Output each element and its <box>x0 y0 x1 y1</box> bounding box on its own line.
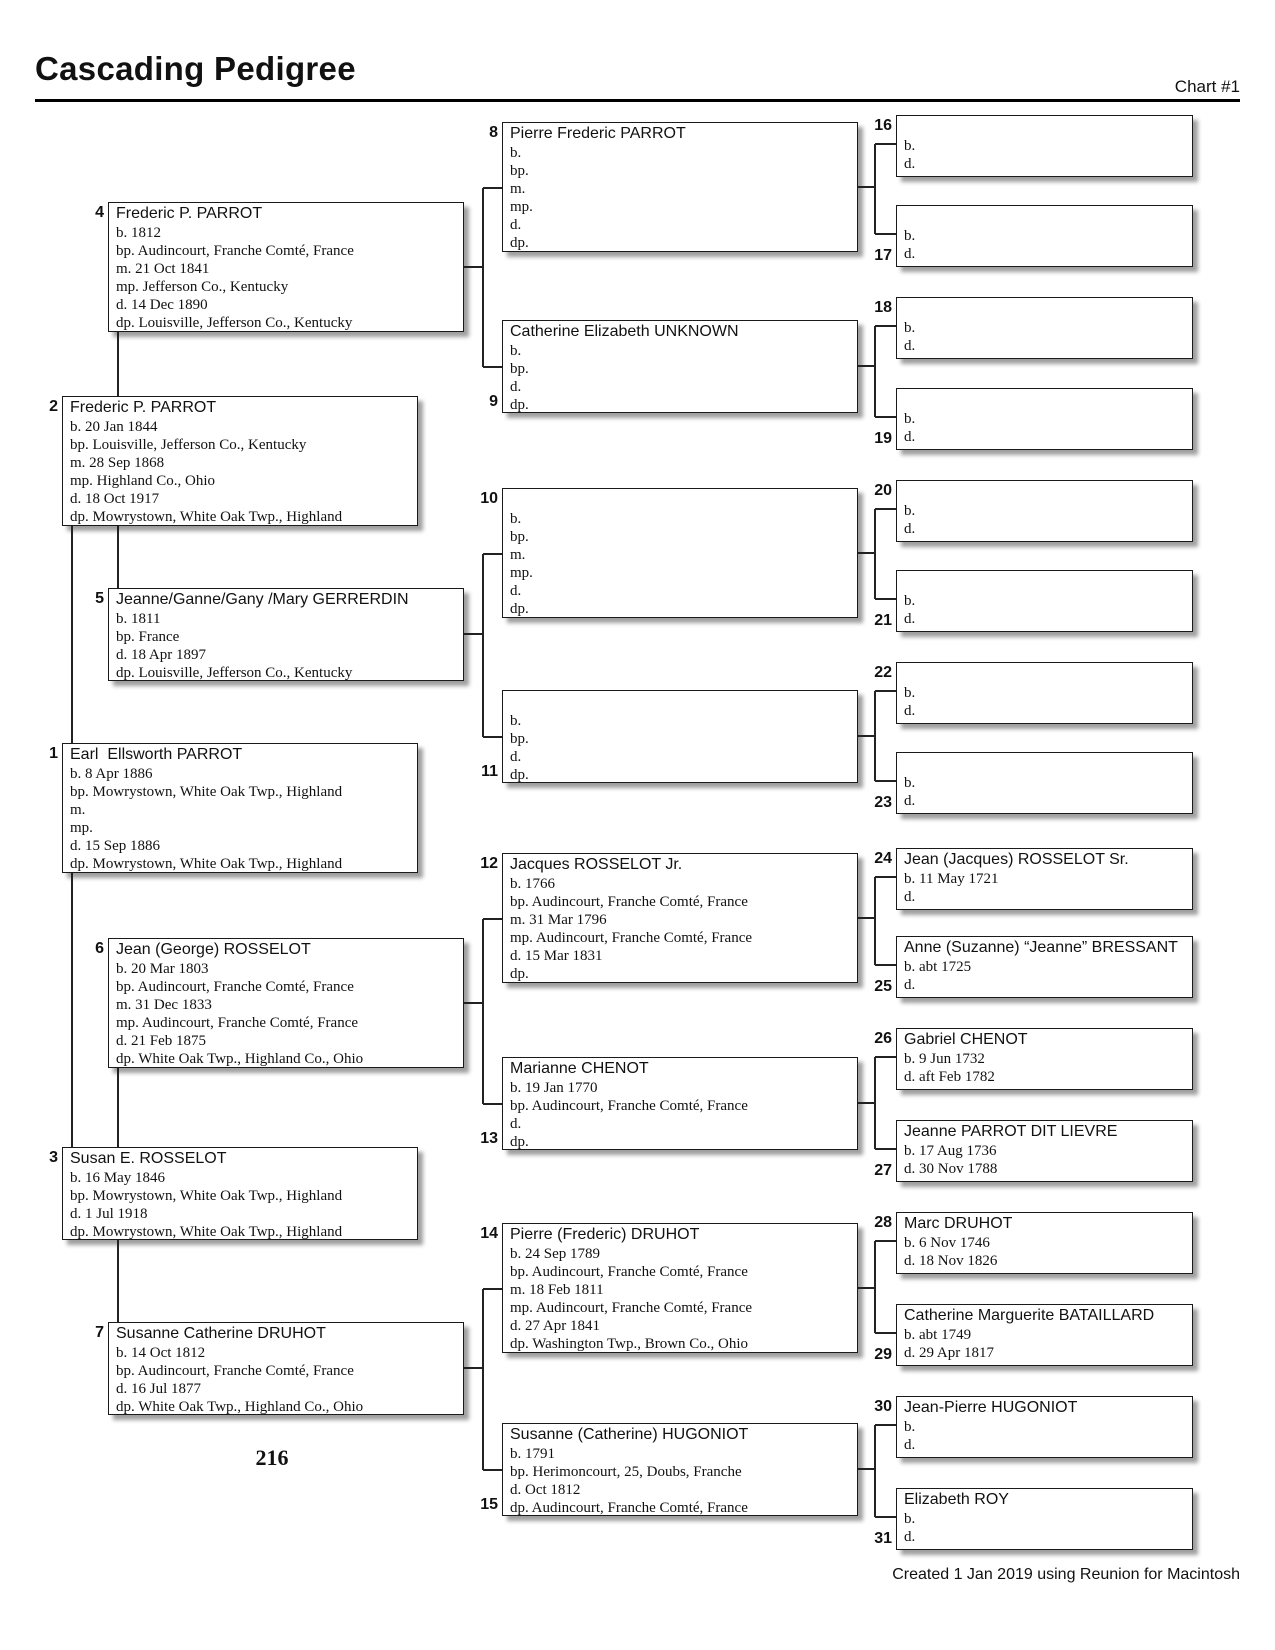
person-box-17 <box>896 205 1193 267</box>
person-detail-line: d. <box>904 889 916 905</box>
person-box-2 <box>62 396 418 526</box>
person-number-5: 5 <box>95 590 104 607</box>
person-box-29 <box>896 1304 1193 1366</box>
person-number-26: 26 <box>874 1030 892 1047</box>
person-detail-line: d. 27 Apr 1841 <box>510 1318 600 1334</box>
person-detail-line: dp. Louisville, Jefferson Co., Kentucky <box>116 315 353 331</box>
person-box-25 <box>896 936 1193 998</box>
person-detail-line: b. <box>904 138 916 154</box>
person-name: Jean-Pierre HUGONIOT <box>904 1399 1078 1416</box>
person-detail-line: dp. <box>510 601 529 617</box>
connector-line <box>858 365 875 367</box>
person-name: Frederic P. PARROT <box>116 205 263 222</box>
person-name: Marianne CHENOT <box>510 1060 649 1077</box>
person-detail-line: d. <box>904 1437 916 1453</box>
connector-line <box>483 918 502 920</box>
person-name: Frederic P. PARROT <box>70 399 217 416</box>
person-name: Gabriel CHENOT <box>904 1031 1028 1048</box>
person-box-27 <box>896 1120 1193 1182</box>
person-number-13: 13 <box>480 1130 498 1147</box>
person-detail-line: bp. France <box>116 629 180 645</box>
connector-line <box>875 876 896 878</box>
person-number-27: 27 <box>874 1162 892 1179</box>
person-detail-line: mp. Audincourt, Franche Comté, France <box>510 930 753 946</box>
person-box-12 <box>502 853 858 983</box>
person-box-20 <box>896 480 1193 542</box>
connector-line <box>483 1103 502 1105</box>
person-name <box>503 692 857 712</box>
person-detail-line: m. <box>510 181 526 197</box>
person-box-10 <box>502 488 858 618</box>
person-box-3 <box>62 1147 418 1240</box>
person-detail-line: d. <box>904 703 916 719</box>
connector-line <box>71 526 73 743</box>
person-detail-line: d. 16 Jul 1877 <box>116 1381 202 1397</box>
person-detail-line: b. 24 Sep 1789 <box>510 1246 600 1262</box>
person-detail-line: d. 21 Feb 1875 <box>116 1033 206 1049</box>
person-detail-line: b. <box>904 503 916 519</box>
person-name <box>897 207 1192 227</box>
person-name <box>897 754 1192 774</box>
person-number-6: 6 <box>95 940 104 957</box>
person-number-9: 9 <box>489 393 498 410</box>
connector-line <box>875 1240 896 1242</box>
person-detail-line: bp. Louisville, Jefferson Co., Kentucky <box>70 437 307 453</box>
person-detail-line: d. <box>904 338 916 354</box>
person-number-30: 30 <box>874 1398 892 1415</box>
person-detail-line: mp. Jefferson Co., Kentucky <box>116 279 289 295</box>
person-detail-line: bp. Audincourt, Franche Comté, France <box>510 1264 748 1280</box>
person-box-21 <box>896 570 1193 632</box>
person-detail-line: bp. Audincourt, Franche Comté, France <box>510 894 748 910</box>
person-box-9 <box>502 320 858 413</box>
person-name: Jeanne/Ganne/Gany /Mary GERRERDIN <box>116 591 409 608</box>
person-number-23: 23 <box>874 794 892 811</box>
person-detail-line: b. <box>904 593 916 609</box>
person-box-18 <box>896 297 1193 359</box>
connector-line <box>483 553 502 555</box>
person-number-16: 16 <box>874 117 892 134</box>
connector-line <box>874 326 876 417</box>
person-name <box>897 482 1192 502</box>
person-number-3: 3 <box>49 1149 58 1166</box>
person-detail-line: d. <box>510 379 522 395</box>
person-name: Jeanne PARROT DIT LIEVRE <box>904 1123 1118 1140</box>
person-number-8: 8 <box>489 124 498 141</box>
page-title: Cascading Pedigree <box>35 50 356 87</box>
person-detail-line: b. 1766 <box>510 876 555 892</box>
person-name <box>897 117 1192 137</box>
person-box-19 <box>896 388 1193 450</box>
connector-line <box>482 919 484 1104</box>
person-detail-line: b. 1791 <box>510 1446 555 1462</box>
person-number-4: 4 <box>95 204 104 221</box>
person-name: Anne (Suzanne) “Jeanne” BRESSANT <box>904 939 1178 956</box>
person-detail-line: m. 18 Feb 1811 <box>510 1282 604 1298</box>
connector-line <box>875 416 896 418</box>
connector-line <box>858 186 875 188</box>
connector-line <box>464 1002 483 1004</box>
person-detail-line: b. 1811 <box>116 611 161 627</box>
person-detail-line: bp. Mowrystown, White Oak Twp., Highland <box>70 784 343 800</box>
person-detail-line: m. <box>70 802 86 818</box>
person-number-1: 1 <box>49 745 58 762</box>
person-detail-line: mp. Audincourt, Franche Comté, France <box>510 1300 753 1316</box>
person-name: Marc DRUHOT <box>904 1215 1013 1232</box>
person-box-31 <box>896 1488 1193 1550</box>
person-detail-line: d. 14 Dec 1890 <box>116 297 208 313</box>
person-name: Pierre Frederic PARROT <box>510 125 686 142</box>
connector-line <box>483 1469 502 1471</box>
connector-line <box>483 1288 502 1290</box>
person-number-21: 21 <box>874 612 892 629</box>
person-detail-line: b. 19 Jan 1770 <box>510 1080 598 1096</box>
person-name <box>897 572 1192 592</box>
connector-line <box>482 554 484 737</box>
footer-credit: Created 1 Jan 2019 using Reunion for Macintosh <box>892 1566 1240 1583</box>
person-detail-line: dp. Audincourt, Franche Comté, France <box>510 1500 748 1516</box>
person-detail-line: d. <box>904 429 916 445</box>
person-detail-line: m. 28 Sep 1868 <box>70 455 165 471</box>
person-detail-line: dp. Washington Twp., Brown Co., Ohio <box>510 1336 749 1352</box>
person-number-31: 31 <box>874 1530 892 1547</box>
person-name: Jean (George) ROSSELOT <box>116 941 311 958</box>
person-box-13 <box>502 1057 858 1150</box>
person-number-15: 15 <box>480 1496 498 1513</box>
connector-line <box>117 1068 119 1147</box>
person-detail-line: bp. <box>510 731 529 747</box>
connector-line <box>875 598 896 600</box>
person-number-2: 2 <box>49 398 58 415</box>
person-detail-line: d. <box>510 217 522 233</box>
person-detail-line: d. 15 Mar 1831 <box>510 948 603 964</box>
person-number-19: 19 <box>874 430 892 447</box>
person-detail-line: b. 11 May 1721 <box>904 871 999 887</box>
person-detail-line: b. <box>510 145 522 161</box>
chart-number-label: Chart #1 <box>1174 77 1240 96</box>
person-detail-line: d. <box>904 521 916 537</box>
person-name: Elizabeth ROY <box>904 1491 1009 1508</box>
person-detail-line: mp. Audincourt, Franche Comté, France <box>116 1015 359 1031</box>
title-rule <box>35 99 1240 102</box>
person-detail-line: b. <box>904 685 916 701</box>
person-detail-line: mp. <box>70 820 93 836</box>
connector-line <box>858 1102 875 1104</box>
connector-line <box>483 366 502 368</box>
person-detail-line: d. aft Feb 1782 <box>904 1069 995 1085</box>
connector-line <box>875 143 896 145</box>
person-number-25: 25 <box>874 978 892 995</box>
person-number-10: 10 <box>480 490 498 507</box>
person-detail-line: b. <box>904 1419 916 1435</box>
person-detail-line: b. <box>510 713 522 729</box>
person-detail-line: d. <box>510 1116 522 1132</box>
person-detail-line: bp. <box>510 163 529 179</box>
person-detail-line: dp. White Oak Twp., Highland Co., Ohio <box>116 1399 364 1415</box>
person-detail-line: b. <box>904 320 916 336</box>
person-number-20: 20 <box>874 482 892 499</box>
person-box-1 <box>62 743 418 873</box>
person-detail-line: b. <box>904 1511 916 1527</box>
person-detail-line: dp. <box>510 1134 529 1150</box>
person-detail-line: b. 20 Mar 1803 <box>116 961 209 977</box>
person-box-23 <box>896 752 1193 814</box>
person-detail-line: b. <box>904 411 916 427</box>
connector-line <box>483 187 502 189</box>
person-detail-line: d. 30 Nov 1788 <box>904 1161 998 1177</box>
person-detail-line: d. 18 Nov 1826 <box>904 1253 998 1269</box>
person-box-15 <box>502 1423 858 1516</box>
person-detail-line: dp. <box>510 767 529 783</box>
person-name: Susanne (Catherine) HUGONIOT <box>510 1426 749 1443</box>
connector-line <box>858 735 875 737</box>
person-number-24: 24 <box>874 850 892 867</box>
person-detail-line: d. <box>904 1529 916 1545</box>
connector-line <box>874 144 876 234</box>
person-detail-line: mp. <box>510 199 533 215</box>
person-number-22: 22 <box>874 664 892 681</box>
person-box-28 <box>896 1212 1193 1274</box>
person-box-7 <box>108 1322 464 1415</box>
connector-line <box>858 1468 875 1470</box>
connector-line <box>71 873 73 1147</box>
person-detail-line: d. 18 Apr 1897 <box>116 647 206 663</box>
person-box-16 <box>896 115 1193 177</box>
person-detail-line: dp. White Oak Twp., Highland Co., Ohio <box>116 1051 364 1067</box>
connector-line <box>875 325 896 327</box>
connector-line <box>875 1516 896 1518</box>
person-name: Pierre (Frederic) DRUHOT <box>510 1226 700 1243</box>
person-detail-line: bp. Herimoncourt, 25, Doubs, Franche <box>510 1464 742 1480</box>
person-detail-line: bp. Audincourt, Franche Comté, France <box>116 1363 354 1379</box>
person-detail-line: dp. <box>510 397 529 413</box>
person-box-26 <box>896 1028 1193 1090</box>
connector-line <box>482 188 484 367</box>
person-name: Earl Ellsworth PARROT <box>70 746 243 763</box>
connector-line <box>117 1240 119 1322</box>
connector-line <box>858 552 875 554</box>
person-name: Jacques ROSSELOT Jr. <box>510 856 683 873</box>
person-name: Catherine Elizabeth UNKNOWN <box>510 323 739 340</box>
person-number-29: 29 <box>874 1346 892 1363</box>
person-detail-line: dp. Mowrystown, White Oak Twp., Highland <box>70 1224 343 1240</box>
person-detail-line: bp. Mowrystown, White Oak Twp., Highland <box>70 1188 343 1204</box>
person-detail-line: d. 18 Oct 1917 <box>70 491 160 507</box>
person-box-4 <box>108 202 464 332</box>
person-detail-line: mp. <box>510 565 533 581</box>
person-detail-line: d. 15 Sep 1886 <box>70 838 160 854</box>
person-detail-line: bp. Audincourt, Franche Comté, France <box>510 1098 748 1114</box>
connector-line <box>483 736 502 738</box>
connector-line <box>875 780 896 782</box>
person-detail-line: bp. <box>510 361 529 377</box>
person-detail-line: d. Oct 1812 <box>510 1482 581 1498</box>
person-box-8 <box>502 122 858 252</box>
person-detail-line: b. <box>510 511 522 527</box>
connector-line <box>875 1148 896 1150</box>
person-detail-line: m. 31 Dec 1833 <box>116 997 212 1013</box>
connector-line <box>117 526 119 588</box>
connector-line <box>875 1056 896 1058</box>
connector-line <box>874 877 876 965</box>
connector-line <box>874 1057 876 1149</box>
connector-line <box>874 1425 876 1517</box>
person-number-17: 17 <box>874 247 892 264</box>
person-detail-line: b. abt 1725 <box>904 959 972 975</box>
person-detail-line: dp. <box>510 235 529 251</box>
person-name: Catherine Marguerite BATAILLARD <box>904 1307 1155 1324</box>
person-name <box>503 490 857 510</box>
person-number-7: 7 <box>95 1324 104 1341</box>
person-detail-line: b. <box>904 228 916 244</box>
person-box-24 <box>896 848 1193 910</box>
connector-line <box>875 964 896 966</box>
connector-line <box>875 508 896 510</box>
person-detail-line: b. 16 May 1846 <box>70 1170 165 1186</box>
person-detail-line: b. <box>510 343 522 359</box>
person-box-22 <box>896 662 1193 724</box>
person-detail-line: b. <box>904 775 916 791</box>
person-detail-line: d. 1 Jul 1918 <box>70 1206 148 1222</box>
person-detail-line: d. <box>510 749 522 765</box>
person-detail-line: b. 20 Jan 1844 <box>70 419 158 435</box>
person-detail-line: d. <box>510 583 522 599</box>
person-name <box>897 299 1192 319</box>
person-detail-line: bp. <box>510 529 529 545</box>
person-number-18: 18 <box>874 299 892 316</box>
person-detail-line: d. 29 Apr 1817 <box>904 1345 994 1361</box>
person-name: Susanne Catherine DRUHOT <box>116 1325 326 1342</box>
person-detail-line: dp. Mowrystown, White Oak Twp., Highland <box>70 856 343 872</box>
connector-line <box>464 1367 483 1369</box>
person-detail-line: bp. Audincourt, Franche Comté, France <box>116 243 354 259</box>
connector-line <box>117 332 119 396</box>
person-number-28: 28 <box>874 1214 892 1231</box>
person-box-11 <box>502 690 858 783</box>
person-detail-line: d. <box>904 246 916 262</box>
person-detail-line: mp. Highland Co., Ohio <box>70 473 215 489</box>
person-detail-line: d. <box>904 977 916 993</box>
connector-line <box>875 1332 896 1334</box>
person-number-11: 11 <box>481 763 498 780</box>
connector-line <box>464 633 483 635</box>
person-name <box>897 390 1192 410</box>
person-detail-line: b. 9 Jun 1732 <box>904 1051 985 1067</box>
person-detail-line: b. 17 Aug 1736 <box>904 1143 997 1159</box>
connector-line <box>874 691 876 781</box>
person-box-14 <box>502 1223 858 1353</box>
person-box-6 <box>108 938 464 1068</box>
page-number: 216 <box>255 1445 289 1470</box>
person-name: Susan E. ROSSELOT <box>70 1150 227 1167</box>
connector-line <box>464 266 483 268</box>
person-detail-line: d. <box>904 793 916 809</box>
person-box-5 <box>108 588 464 681</box>
person-detail-line: m. 31 Mar 1796 <box>510 912 607 928</box>
person-detail-line: dp. Mowrystown, White Oak Twp., Highland <box>70 509 343 525</box>
connector-line <box>482 1289 484 1470</box>
connector-line <box>874 509 876 599</box>
person-box-30 <box>896 1396 1193 1458</box>
connector-line <box>875 1424 896 1426</box>
person-detail-line: dp. <box>510 966 529 982</box>
connector-line <box>858 1287 875 1289</box>
connector-line <box>875 233 896 235</box>
person-number-12: 12 <box>480 855 498 872</box>
person-detail-line: b. 1812 <box>116 225 161 241</box>
person-detail-line: bp. Audincourt, Franche Comté, France <box>116 979 354 995</box>
person-detail-line: m. <box>510 547 526 563</box>
connector-line <box>874 1241 876 1333</box>
person-detail-line: m. 21 Oct 1841 <box>116 261 210 277</box>
person-number-14: 14 <box>480 1225 498 1242</box>
person-detail-line: b. abt 1749 <box>904 1327 972 1343</box>
person-name <box>897 664 1192 684</box>
person-detail-line: b. 14 Oct 1812 <box>116 1345 206 1361</box>
person-detail-line: b. 8 Apr 1886 <box>70 766 153 782</box>
person-detail-line: d. <box>904 611 916 627</box>
person-detail-line: b. 6 Nov 1746 <box>904 1235 990 1251</box>
person-detail-line: d. <box>904 156 916 172</box>
person-detail-line: dp. Louisville, Jefferson Co., Kentucky <box>116 665 353 681</box>
connector-line <box>858 917 875 919</box>
connector-line <box>875 690 896 692</box>
person-name: Jean (Jacques) ROSSELOT Sr. <box>904 851 1129 868</box>
